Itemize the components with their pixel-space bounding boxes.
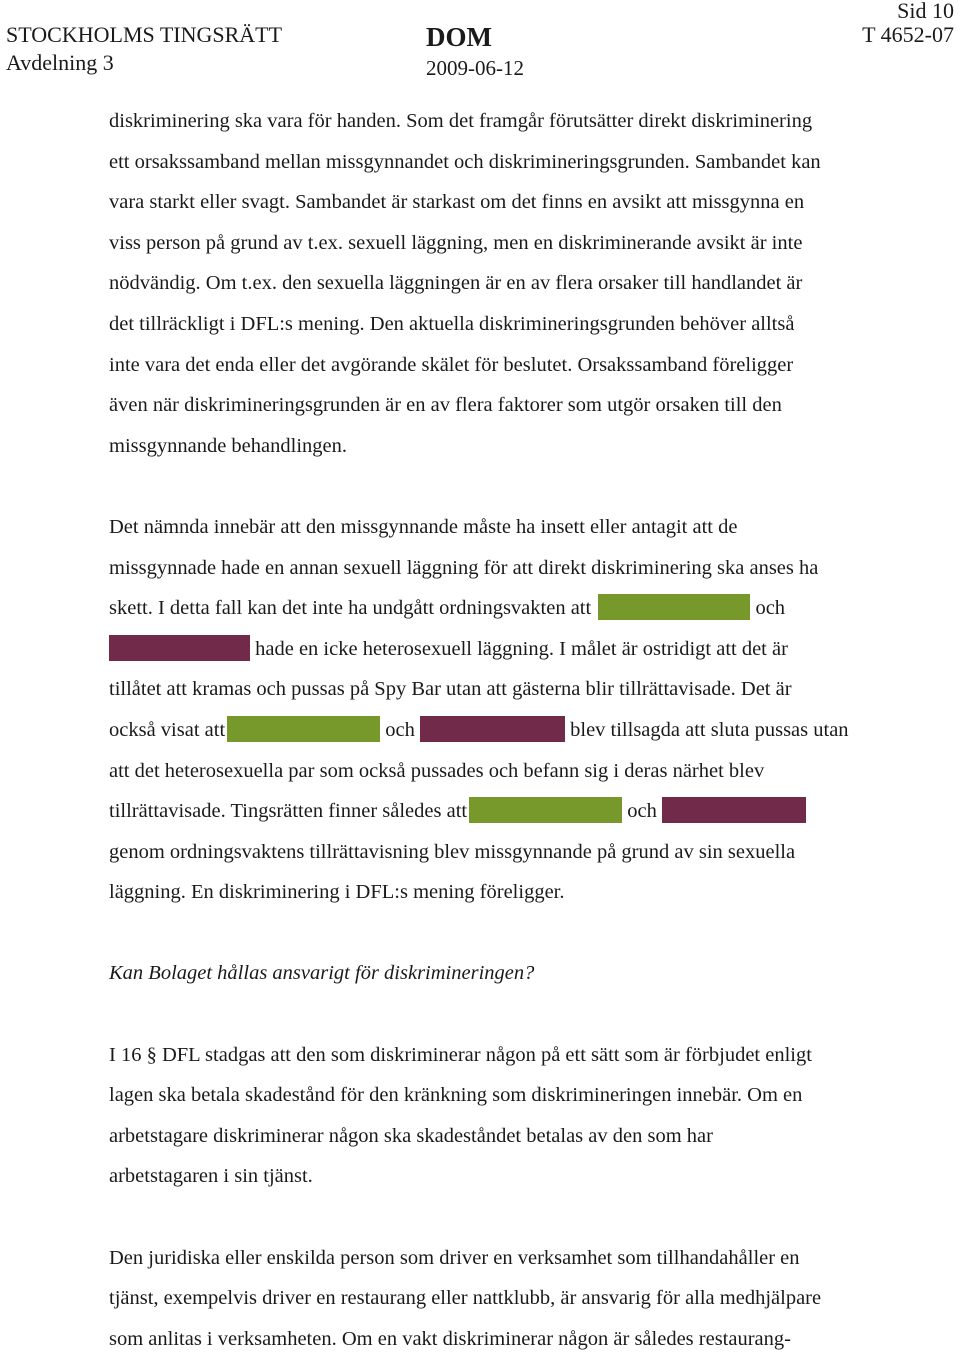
redaction-block-maroon [109, 635, 250, 661]
text-line: tillåtet att kramas och pussas på Spy Bar utan att gästerna blir tillrättavisade. Det är [109, 678, 792, 701]
text-line: Den juridiska eller enskilda person som driver en verksamhet som tillhandahåller en [109, 1246, 800, 1269]
text-line: Det nämnda innebär att den missgynnande måste ha insett eller antagit att de [109, 515, 738, 538]
text-line: det tillräckligt i DFL:s mening. Den aktuella diskrimineringsgrunden behöver alltså [109, 312, 795, 335]
court-division: Avdelning 3 [6, 50, 114, 75]
text-line: inte vara det enda eller det avgörande skälet för beslutet. Orsakssamband föreligger [109, 353, 794, 376]
document-date: 2009-06-12 [426, 56, 524, 80]
text-fragment: också visat att [109, 718, 226, 741]
document-type: DOM [426, 22, 492, 52]
paragraph-finding [109, 507, 949, 913]
text-line: arbetstagare diskriminerar någon ska skadeståndet betalas av den som har [109, 1124, 713, 1147]
text-line: genom ordningsvaktens tillrättavisning blev missgynnande på grund av sin sexuella [109, 840, 796, 863]
text-line: I 16 § DFL stadgas att den som diskriminerar någon på ett sätt som är förbjudet enligt [109, 1043, 812, 1066]
text-line: arbetstagaren i sin tjänst. [109, 1165, 313, 1188]
redaction-block-maroon [662, 797, 806, 823]
text-line [109, 588, 949, 629]
court-name: STOCKHOLMS TINGSRÄTT [6, 22, 283, 47]
text-fragment: och [380, 718, 420, 741]
text-line: vara starkt eller svagt. Sambandet är starkast om det finns en avsikt att missgynna en [109, 191, 805, 214]
text-line: missgynnande behandlingen. [109, 434, 347, 457]
paragraph-liability-rule [109, 1035, 949, 1197]
text-line [109, 629, 949, 670]
page-number: Sid 10 [897, 0, 954, 23]
text-line [109, 710, 949, 751]
text-line: lagen ska betala skadestånd för den kränkning som diskrimineringen innebär. Om en [109, 1084, 803, 1107]
text-line: nödvändig. Om t.ex. den sexuella läggningen är en av flera orsaker till handlandet är [109, 272, 803, 295]
text-fragment: blev tillsagda att sluta pussas utan [565, 718, 849, 741]
paragraph-gap [109, 994, 949, 1035]
section-heading: Kan Bolaget hållas ansvarigt för diskrimineringen? [109, 962, 535, 985]
text-line: viss person på grund av t.ex. sexuell läggning, men en diskriminerande avsikt är inte [109, 231, 803, 254]
text-fragment: och [622, 800, 662, 823]
text-line: ett orsakssamband mellan missgynnandet och diskrimineringsgrunden. Sambandet kan [109, 150, 821, 173]
case-number: T 4652-07 [862, 22, 954, 47]
redaction-block-green [469, 797, 622, 823]
text-line: som anlitas i verksamheten. Om en vakt diskriminerar någon är således restaurang- [109, 1327, 791, 1350]
paragraph-gap [109, 913, 949, 954]
text-fragment: skett. I detta fall kan det inte ha undgått ordningsvakten att [109, 597, 597, 620]
text-fragment: tillrättavisade. Tingsrätten finner således att [109, 800, 468, 823]
text-line: tjänst, exempelvis driver en restaurang eller nattklubb, är ansvarig för alla medhjälpare [109, 1287, 822, 1310]
redaction-block-green [227, 716, 380, 742]
redaction-block-maroon [420, 716, 565, 742]
paragraph-gap [109, 1197, 949, 1238]
text-line: även när diskrimineringsgrunden är en av flera faktorer som utgör orsaken till den [109, 394, 782, 417]
text-fragment: och [750, 597, 786, 620]
text-line [109, 791, 949, 832]
paragraph-operator-liability [109, 1238, 949, 1359]
text-line: läggning. En diskriminering i DFL:s mening föreligger. [109, 881, 565, 904]
paragraph-gap [109, 466, 949, 507]
document-body [109, 101, 949, 1359]
text-line: missgynnade hade en annan sexuell läggning för att direkt diskriminering ska anses ha [109, 556, 819, 579]
paragraph-causality [109, 101, 949, 466]
text-fragment: hade en icke heterosexuell läggning. I målet är ostridigt att det är [250, 637, 788, 660]
text-line: att det heterosexuella par som också pussades och befann sig i deras närhet blev [109, 759, 765, 782]
text-line: diskriminering ska vara för handen. Som det framgår förutsätter direkt diskriminering [109, 110, 813, 132]
redaction-block-green [598, 594, 750, 620]
